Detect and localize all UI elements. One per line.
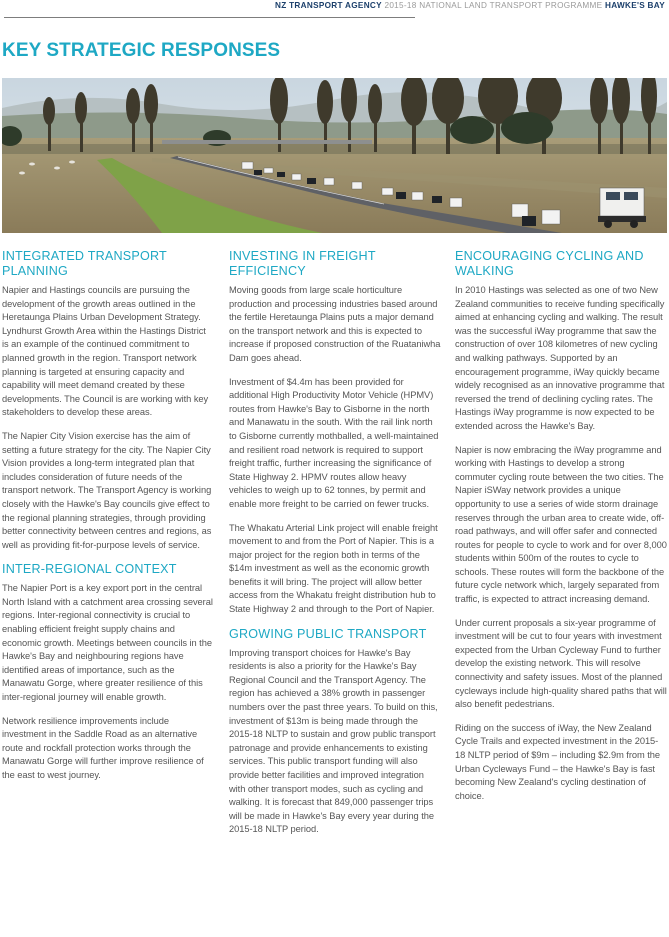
column-1 — [2, 249, 214, 793]
heading-integrated-transport-planning: INTEGRATED TRANSPORT PLANNING — [2, 249, 167, 278]
paragraph: Under current proposals a six-year programme of investment will be cut to four years with investment expected from the Urban Cycleway Fund to further develop the existing network. This will resolve connectivity and safety issues. Most of the planned cycleways include high-quality shared paths that will also benefit pedestrians. — [455, 617, 667, 710]
heading-inter-regional-context: INTER-REGIONAL CONTEXT — [2, 562, 177, 577]
heading-encouraging-cycling-and-walking: ENCOURAGING CYCLING AND WALKING — [455, 249, 644, 278]
paragraph: Napier is now embracing the iWay programme and working with Hastings to develop a strong commuter cycling route between the two cities. The Napier iSWay network provides a unique opportunity to use a series of wide storm drainage reserves through the urban area to create wide, off-road pathways, and will offer safer and connected routes for people to cycle to work and for over 8,000 students within 500m of the routes to cycle to schools. These routes will form the backbone of the future cycle network which, largely separated from traffic, is expected to attract increasing demand. — [455, 444, 667, 605]
paragraph: Network resilience improvements include investment in the Saddle Road as an alternative route and rockfall protection works through the Manawatu Gorge will further improve resilience of the east to west journey. — [2, 715, 204, 780]
paragraph: Moving goods from large scale horticulture production and processing industries based around the fertile Heretaunga Plains puts a major demand on the transport network and this is expected to increase if proposed construction of the Ruataniwha Dam goes ahead. — [229, 285, 441, 363]
header-region: HAWKE'S BAY — [605, 1, 665, 10]
paragraph: The Whakatu Arterial Link project will enable freight movement to and from the Port of Napier. This is a major project for the region both in terms of the $14m investment as well as the economic growth benefits it will bring. The project will allow better access from the Whakatu freight distribution hub to State Highway 2 and through to the Port of Napier. — [229, 522, 438, 615]
header-programme: 2015-18 NATIONAL LAND TRANSPORT PROGRAMME — [381, 1, 605, 10]
paragraph: The Napier Port is a key export port in the central North Island with a catchment area crossing several regions. Inter-regional connectivity is crucial to enabling efficient freight supply chains and economic growth. Meetings between councils in the Hawke's Bay and neighbouring regions have identified areas of importance, such as the Manawatu Gorge, where greater resilience of this inter-regional journey will enable growth. — [2, 583, 213, 703]
heading-investing-in-freight-efficiency: INVESTING IN FREIGHT EFFICIENCY — [229, 249, 376, 278]
column-2 — [229, 249, 441, 847]
header-rule — [4, 17, 415, 18]
highway-photo — [2, 78, 667, 233]
paragraph: The Napier City Vision exercise has the aim of setting a future strategy for the city. The Napier City Vision provides a long-term integrated plan that includes consideration of future needs of the transport network. The Transport Agency is working closely with the Hawke's Bay councils give effect to the regional planning strategies, through providing better connectivity between centres and regions, as well as providing fit-for-purpose levels of service. — [2, 430, 212, 550]
heading-growing-public-transport: GROWING PUBLIC TRANSPORT — [229, 626, 427, 641]
running-header — [275, 0, 665, 11]
header-agency: NZ TRANSPORT AGENCY — [275, 1, 382, 10]
page-title: KEY STRATEGIC RESPONSES — [2, 40, 281, 61]
paragraph: Riding on the success of iWay, the New Zealand Cycle Trails and expected investment in the 2015-18 NLTP period of $9m – including $2.9m from the Urban Cycleways Fund – the Hawke's Bay is fast becoming New Zealand's cycling destination of choice. — [455, 722, 661, 801]
paragraph: Napier and Hastings councils are pursuing the development of the growth areas outlined in the Heretaunga Plains Urban Development Strategy. Lyndhurst Growth Area within the Hastings District is an example of the continued commitment to planned growth in the region. Transport network planning is targeted at ensuring capacity and capability will meet demand created by these developments. The Council is are working with key stakeholders to develop these areas. — [2, 285, 209, 418]
paragraph: In 2010 Hastings was selected as one of two New Zealand communities to receive funding specifically aimed at enhancing cycling and walking. The result was the successful iWay programme that saw the construction of over 108 kilometres of new cycling and walking pathways. Supported by an encouragement programme, iWay quickly became widely recognised as an innovative programme that reversed the trend of declining cycling rates. The Hastings iWay programme is now expected to be extended across the Hawke's Bay. — [455, 285, 665, 431]
paragraph: Investment of $4.4m has been provided for additional High Productivity Motor Vehicle (HPMV) routes from Hawke's Bay to Gisborne in the north and Manawatu in the south. With the rail link north to Gisborne currently mothballed, a well-maintained and resilient road network is required to support freight traffic, further increasing the significance of State Highway 2. HPMV routes allow heavy vehicles to weigh up to 62 tonnes, by permit and enable more freight to be carried on fewer trucks. — [229, 376, 439, 509]
column-3 — [455, 249, 667, 813]
paragraph: Improving transport choices for Hawke's Bay residents is also a priority for the Hawke's Bay Regional Council and the Transport Agency. The region has achieved a 38% growth in passenger numbers over the past three years. To build on this, investment of $13m is being made through the 2015-18 NLTP to sustain and grow public transport patronage and provide enhancements to existing services. This public transport funding will also provide better facilities and improved integration with other transport modes, such as cycling and walking. It is forecast that 849,000 passenger trips will be made in Hawke's Bay every year during the 2015-18 NLTP period. — [229, 647, 438, 835]
